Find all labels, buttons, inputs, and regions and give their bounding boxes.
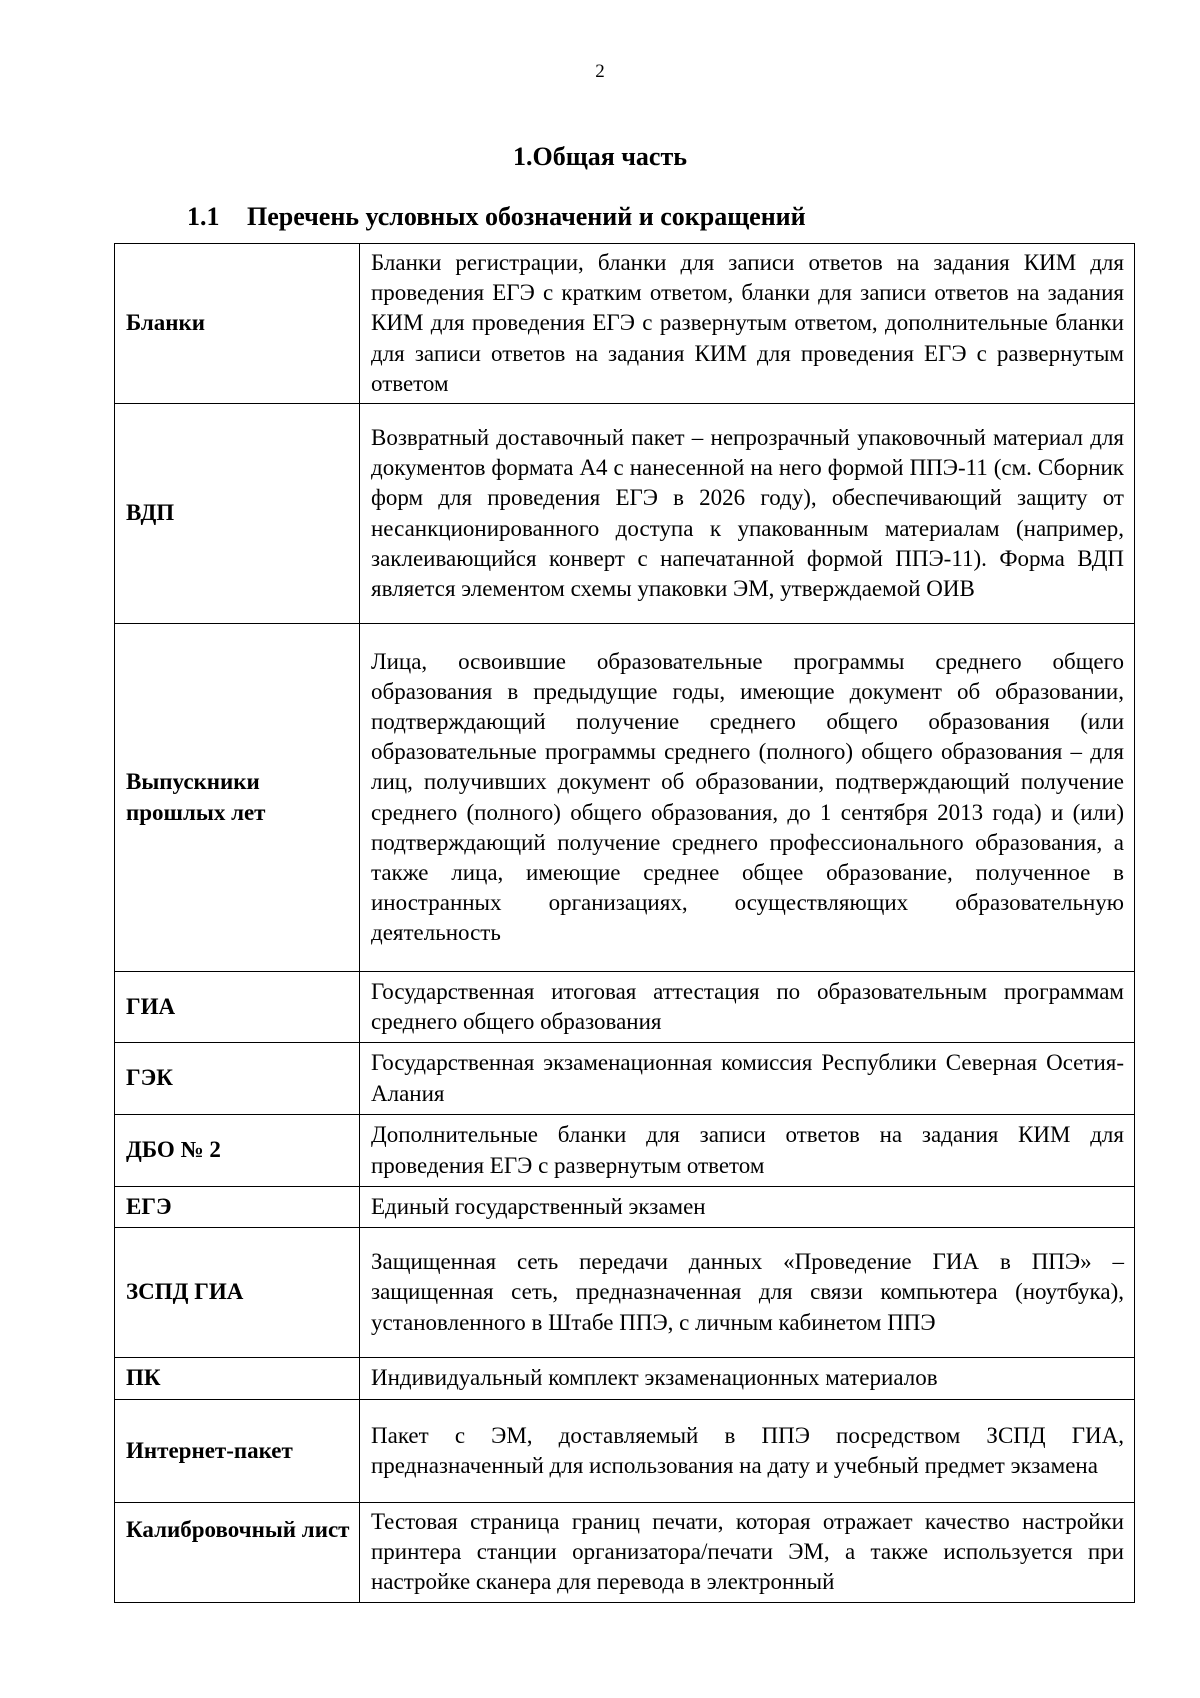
abbreviation-term: ГЭК	[115, 1043, 360, 1115]
abbreviation-definition: Государственная итоговая аттестация по образовательным программам среднего общего образования	[360, 972, 1135, 1043]
table-row	[115, 244, 1135, 404]
table-row	[115, 624, 1135, 972]
subsection-number: 1.1	[187, 202, 220, 231]
abbreviation-term: ВДП	[115, 404, 360, 624]
table-row	[115, 972, 1135, 1043]
subsection-heading	[187, 202, 806, 232]
abbreviation-definition: Единый государственный экзамен	[360, 1187, 1135, 1228]
abbreviation-definition: Защищенная сеть передачи данных «Проведение ГИА в ППЭ» – защищенная сеть, предназначенная для связи компьютера (ноутбука), установленного в Штабе ППЭ, с личным кабинетом ППЭ	[360, 1228, 1135, 1358]
table-row	[115, 1358, 1135, 1400]
abbreviation-term: ЗСПД ГИА	[115, 1228, 360, 1358]
table-row	[115, 1228, 1135, 1358]
abbreviation-term: ЕГЭ	[115, 1187, 360, 1228]
abbreviations-table	[114, 243, 1135, 1603]
table-row	[115, 1043, 1135, 1115]
abbreviation-definition: Тестовая страница границ печати, которая отражает качество настройки принтера станции организатора/печати ЭМ, а также используется при настройке сканера для перевода в электронный	[360, 1503, 1135, 1603]
abbreviation-definition: Дополнительные бланки для записи ответов на задания КИМ для проведения ЕГЭ с развернутым ответом	[360, 1115, 1135, 1187]
abbreviation-term: Бланки	[115, 244, 360, 404]
subsection-title: Перечень условных обозначений и сокращений	[247, 202, 806, 231]
table-row	[115, 1503, 1135, 1603]
abbreviation-definition: Возвратный доставочный пакет – непрозрачный упаковочный материал для документов формата А4 с нанесенной на него формой ППЭ-11 (см. Сборник форм для проведения ЕГЭ в 2026 году), обеспечивающий защиту от несанкционированного доступа к упакованным материалам (например, заклеивающийся конверт с напечатанной формой ППЭ-11). Форма ВДП является элементом схемы упаковки ЭМ, утверждаемой ОИВ	[360, 404, 1135, 624]
table-row	[115, 1400, 1135, 1503]
table-row	[115, 1187, 1135, 1228]
abbreviation-term: ПК	[115, 1358, 360, 1400]
abbreviation-term: ГИА	[115, 972, 360, 1043]
abbreviation-definition: Индивидуальный комплект экзаменационных материалов	[360, 1358, 1135, 1400]
abbreviation-term: Калибровочный лист	[115, 1503, 360, 1603]
section-title: 1.Общая часть	[513, 142, 687, 171]
abbreviation-term: Выпускники прошлых лет	[115, 624, 360, 972]
page-number: 2	[595, 61, 605, 82]
abbreviation-definition: Государственная экзаменационная комиссия Республики Северная Осетия-Алания	[360, 1043, 1135, 1115]
abbreviation-term: ДБО № 2	[115, 1115, 360, 1187]
table-row	[115, 1115, 1135, 1187]
abbreviation-definition: Пакет с ЭМ, доставляемый в ППЭ посредством ЗСПД ГИА, предназначенный для использования на дату и учебный предмет экзамена	[360, 1400, 1135, 1503]
abbreviation-term: Интернет-пакет	[115, 1400, 360, 1503]
table-row	[115, 404, 1135, 624]
abbreviation-definition: Лица, освоившие образовательные программы среднего общего образования в предыдущие годы, имеющие документ об образовании, подтверждающий получение среднего общего образования (или образовательные программы среднего (полного) общего образования – для лиц, получивших документ об образовании, подтверждающий получение среднего (полного) общего образования, до 1 сентября 2013 года) и (или) подтверждающий получение среднего профессионального образования, а также лица, имеющие среднее общее образование, полученное в иностранных организациях, осуществляющих образовательную деятельность	[360, 624, 1135, 972]
abbreviation-definition: Бланки регистрации, бланки для записи ответов на задания КИМ для проведения ЕГЭ с кратким ответом, бланки для записи ответов на задания КИМ для проведения ЕГЭ с развернутым ответом, дополнительные бланки для записи ответов на задания КИМ для проведения ЕГЭ с развернутым ответом	[360, 244, 1135, 404]
